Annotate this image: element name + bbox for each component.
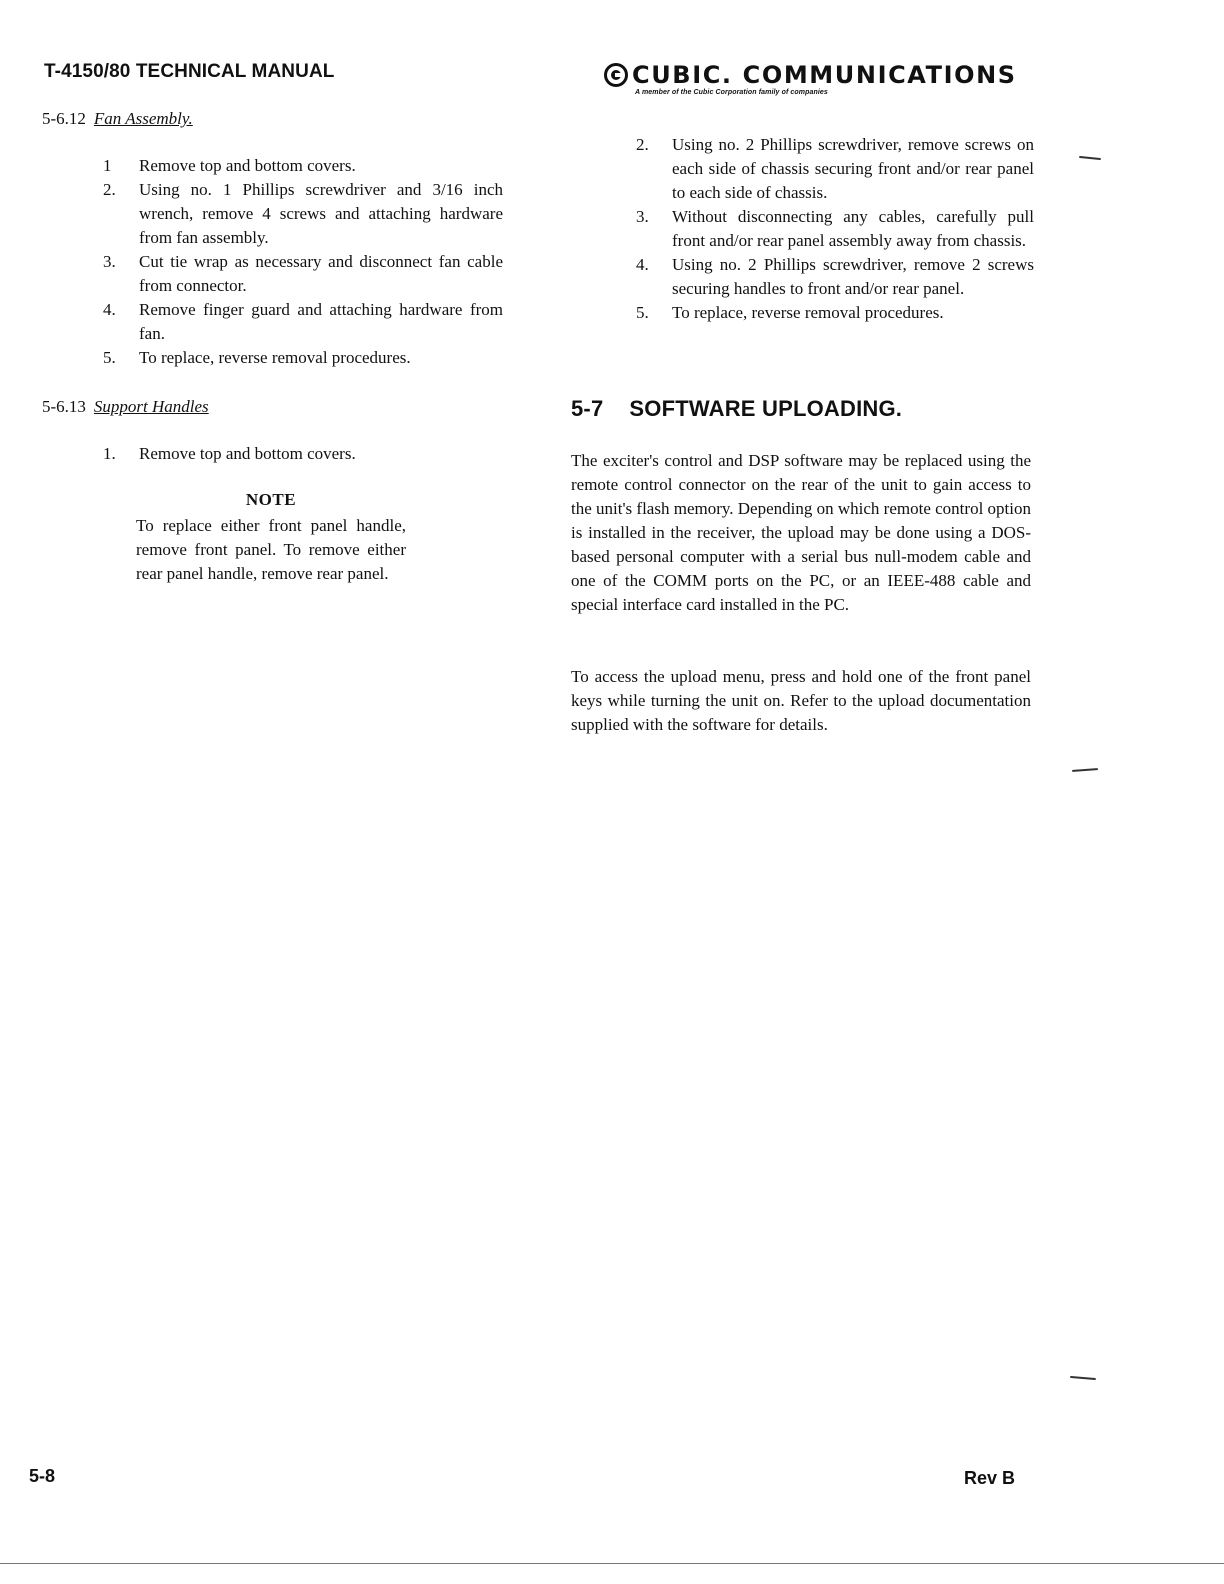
list-item: 4. Using no. 2 Phillips screwdriver, remove 2 screws securing handles to front and/or rear panel. — [636, 255, 1034, 298]
section-heading-software-uploading — [571, 396, 902, 422]
list-item: 1 Remove top and bottom covers. — [103, 156, 356, 175]
section-number: 5-6.12 — [42, 109, 86, 128]
section-title: SOFTWARE UPLOADING. — [629, 396, 903, 421]
scan-mark — [1070, 1376, 1096, 1380]
logo-tagline: A member of the Cubic Corporation family of companies — [635, 89, 828, 96]
page-number: 5-8 — [29, 1466, 56, 1486]
list-item: 2. Using no. 2 Phillips screwdriver, remove screws on each side of chassis securing front and/or rear panel to each side of chassis. — [636, 135, 1034, 202]
section-number: 5-7 — [571, 396, 604, 421]
scan-mark — [1072, 768, 1098, 772]
note-text: To replace either front panel handle, remove front panel. To remove either rear panel handle, remove rear panel. — [136, 516, 406, 583]
section-title: Support Handles — [93, 397, 209, 416]
company-logo — [604, 62, 1044, 96]
cubic-logo-icon — [604, 63, 628, 87]
panel-removal-steps — [634, 133, 1034, 325]
section-title: Fan Assembly. — [93, 109, 193, 128]
scan-mark — [1079, 156, 1101, 160]
list-item: 5. To replace, reverse removal procedures. — [103, 348, 411, 367]
note-title: NOTE — [245, 490, 297, 509]
list-item: 3. Without disconnecting any cables, carefully pull front and/or rear panel assembly away from chassis. — [636, 207, 1034, 250]
support-handles-steps — [101, 442, 503, 466]
logo-name: CUBIC. COMMUNICATIONS — [632, 61, 1017, 89]
paragraph: To access the upload menu, press and hold one of the front panel keys while turning the unit on. Refer to the upload documentation supplied with the software for details. — [571, 667, 1031, 734]
list-item: 1. Remove top and bottom covers. — [103, 444, 356, 463]
list-item: 2. Using no. 1 Phillips screwdriver and 3/16 inch wrench, remove 4 screws and attaching hardware from fan assembly. — [103, 180, 503, 247]
list-item: 5. To replace, reverse removal procedures. — [636, 303, 944, 322]
section-heading-fan-assembly — [42, 108, 193, 130]
list-item: 3. Cut tie wrap as necessary and disconnect fan cable from connector. — [103, 252, 503, 295]
bottom-rule — [0, 1563, 1224, 1564]
document-title: T-4150/80 TECHNICAL MANUAL — [44, 61, 335, 82]
fan-assembly-steps — [101, 154, 503, 370]
section-number: 5-6.13 — [42, 397, 86, 416]
revision-label: Rev B — [964, 1468, 1016, 1488]
paragraph: The exciter's control and DSP software may be replaced using the remote control connector on the rear of the unit to gain access to the unit's flash memory. Depending on which remote control option is installed in the receiver, the upload may be done using a DOS-based personal computer with a serial bus null-modem cable and one of the COMM ports on the PC, or an IEEE-488 cable and special interface card installed in the PC. — [571, 451, 1031, 614]
section-heading-support-handles — [42, 396, 209, 418]
list-item: 4. Remove finger guard and attaching hardware from fan. — [103, 300, 503, 343]
